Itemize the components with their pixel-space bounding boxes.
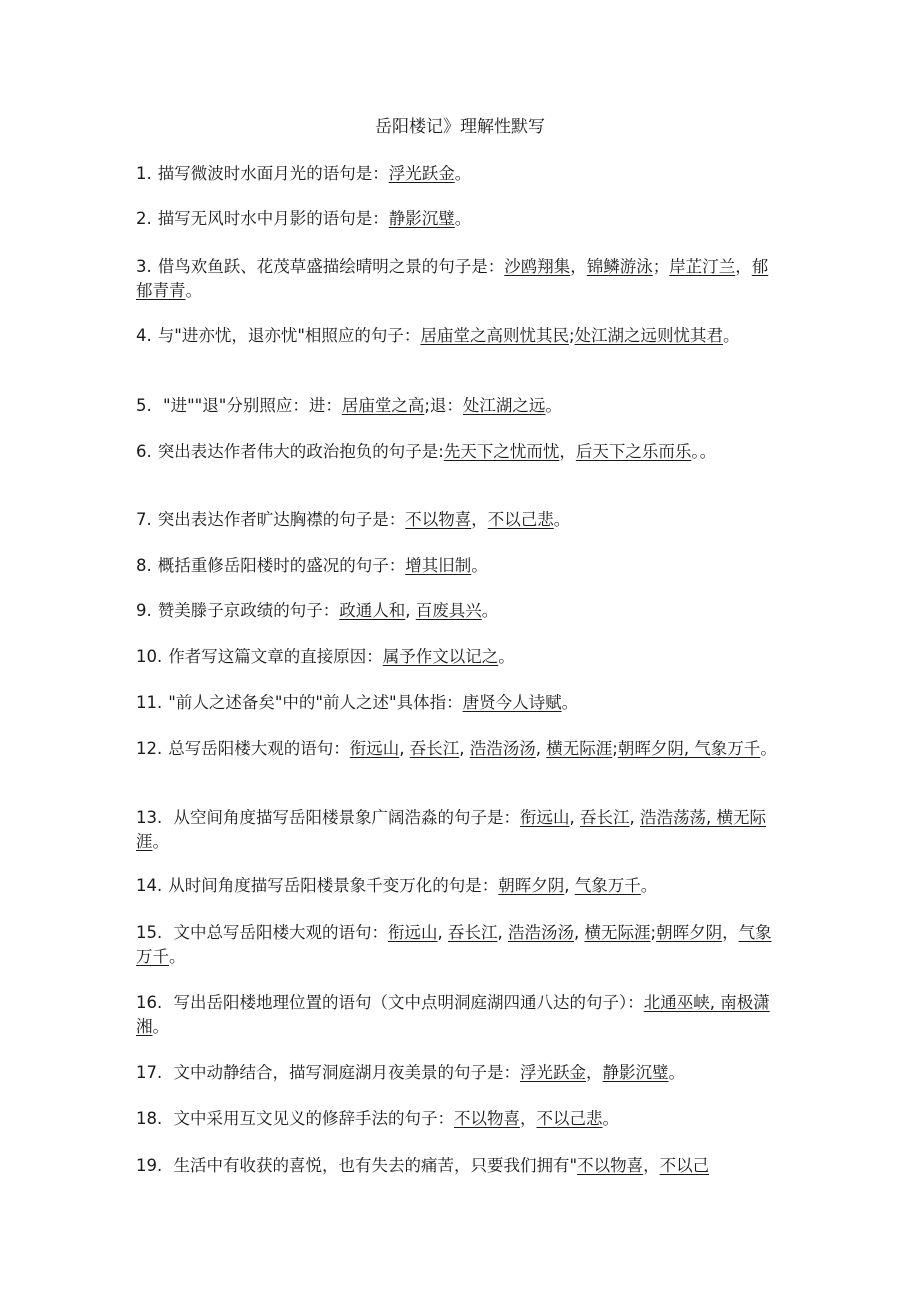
question-number: 18. xyxy=(136,1109,163,1128)
question-text: 从空间角度描写岳阳楼景象广阔浩淼的句子是： xyxy=(168,808,520,827)
answer-text: 不以物喜 xyxy=(405,510,472,529)
question-text: 。 xyxy=(454,164,472,183)
question-text: , xyxy=(405,601,416,620)
question-text: ； xyxy=(652,257,670,276)
answer-text: 朝晖夕阴 xyxy=(656,923,723,942)
question-text: 。 xyxy=(471,556,488,575)
question-number: 6. xyxy=(136,442,152,461)
question-text: , xyxy=(459,739,470,758)
question-text: , xyxy=(399,739,410,758)
answer-text: 锦鳞游泳 xyxy=(586,257,653,276)
answer-text: 不以己悲 xyxy=(487,510,554,529)
question-text: ， xyxy=(520,1109,537,1128)
question-number: 14. xyxy=(136,876,163,895)
question-text: 。 xyxy=(169,947,186,966)
question-item xyxy=(136,691,784,715)
question-number: 12. xyxy=(136,739,163,758)
question-text: 突出表达作者旷达胸襟的句子是： xyxy=(157,510,406,529)
answer-text: 横无际涯 xyxy=(546,739,613,758)
question-number: 5. xyxy=(136,396,152,415)
question-text: , xyxy=(574,923,585,942)
question-item xyxy=(136,991,784,1039)
answer-text: 不以己悲 xyxy=(536,1109,603,1128)
answer-text: 北通巫峡, 南极潇湘 xyxy=(136,993,770,1036)
answer-text: 气象万千 xyxy=(136,923,772,966)
answer-text: 增其旧制 xyxy=(405,556,472,575)
answer-text: 属予作文以记之 xyxy=(382,647,499,666)
question-text: ， xyxy=(722,923,739,942)
answer-text: 浩浩荡荡, 横无际涯 xyxy=(136,808,766,851)
question-number: 4. xyxy=(136,326,152,345)
question-text: 。。 xyxy=(691,442,717,461)
answer-text: 后天下之乐而乐 xyxy=(575,442,692,461)
answer-text: 处江湖之远则忧其君 xyxy=(574,326,723,345)
question-item xyxy=(136,207,784,231)
question-text: 描写微波时水面月光的语句是： xyxy=(157,164,389,183)
answer-text: 居庙堂之高则忧其民 xyxy=(420,326,569,345)
answer-text: 静影沉璧 xyxy=(602,1063,669,1082)
question-item xyxy=(136,162,784,186)
question-text: 。 xyxy=(640,876,658,895)
question-text: ， xyxy=(643,1156,660,1175)
answer-text: 吞长江 xyxy=(580,808,630,827)
answer-text: 浩浩汤汤 xyxy=(469,739,536,758)
question-item xyxy=(136,645,784,669)
answer-text: 浮光跃金 xyxy=(388,164,455,183)
answer-text: 居庙堂之高 xyxy=(341,396,425,415)
answer-text: 朝晖夕阴, 气象万千 xyxy=(617,739,761,758)
question-text: 。 xyxy=(561,693,579,712)
document-title: 岳阳楼记》理解性默写 xyxy=(375,117,545,137)
answer-text: 不以物喜 xyxy=(577,1156,644,1175)
question-number: 13. xyxy=(136,808,163,827)
question-text: ， xyxy=(570,257,587,276)
question-text: 。 xyxy=(498,647,515,666)
question-item xyxy=(136,1061,784,1085)
answer-text: 岸芷汀兰 xyxy=(669,257,736,276)
question-text: , xyxy=(535,739,547,758)
question-text: 借鸟欢鱼跃、花茂草盛描绘晴明之景的句子是： xyxy=(157,257,505,276)
question-number: 2. xyxy=(136,209,152,228)
question-number: 10. xyxy=(136,647,163,666)
question-text: 。 xyxy=(152,832,169,851)
question-text: 。 xyxy=(602,1109,619,1128)
question-number: 8. xyxy=(136,556,152,575)
question-text: ;退： xyxy=(424,396,463,415)
question-text: 。 xyxy=(185,281,202,300)
question-number: 7. xyxy=(136,510,152,529)
answer-text: 先天下之忧而忧 xyxy=(443,442,560,461)
question-text: 总写岳阳楼大观的语句： xyxy=(168,739,350,758)
question-text: , xyxy=(497,923,508,942)
answer-text: 沙鸥翔集 xyxy=(504,257,571,276)
question-item xyxy=(136,394,784,418)
question-item xyxy=(136,1154,784,1178)
question-number: 19. xyxy=(136,1156,163,1175)
question-number: 9. xyxy=(136,601,152,620)
answer-text: 不以己 xyxy=(659,1156,710,1175)
question-text: 描写无风时水中月影的语句是： xyxy=(157,209,389,228)
question-text: ， xyxy=(471,510,488,529)
question-text: 。 xyxy=(723,326,740,345)
answer-text: 衔远山 xyxy=(388,923,438,942)
question-text: 与"进亦忧，退亦忧"相照应的句子： xyxy=(157,326,421,345)
question-text: 写出岳阳楼地理位置的语句（文中点明洞庭湖四通八达的句子）： xyxy=(168,993,644,1012)
question-text: 突出表达作者伟大的政治抱负的句子是: xyxy=(157,442,444,461)
question-text: "前人之述备矣"中的"前人之述"具体指： xyxy=(168,693,463,712)
question-text: , xyxy=(437,923,448,942)
question-item xyxy=(136,874,784,898)
question-text: , xyxy=(629,808,640,827)
question-text: "进""退"分别照应：进： xyxy=(157,396,342,415)
question-text: 文中采用互文见义的修辞手法的句子： xyxy=(168,1109,454,1128)
question-item xyxy=(136,440,784,464)
question-number: 11. xyxy=(136,693,163,712)
question-text: ; xyxy=(612,739,618,758)
question-text: , xyxy=(569,808,580,827)
answer-text: 处江湖之远 xyxy=(462,396,546,415)
question-text: 概括重修岳阳楼时的盛况的句子： xyxy=(157,556,406,575)
question-text: ， xyxy=(735,257,752,276)
answer-text: 衔远山 xyxy=(520,808,570,827)
question-text: 。 xyxy=(553,510,571,529)
question-item xyxy=(136,324,784,348)
question-item xyxy=(136,599,784,623)
question-text: 。 xyxy=(454,209,472,228)
question-item xyxy=(136,1107,784,1131)
question-text: 。 xyxy=(760,739,777,758)
question-item xyxy=(136,921,784,969)
question-text: 文中动静结合，描写洞庭湖月夜美景的句子是： xyxy=(168,1063,520,1082)
question-text: 。 xyxy=(481,601,499,620)
question-text: 。 xyxy=(668,1063,685,1082)
question-number: 15. xyxy=(136,923,163,942)
answer-text: 吞长江 xyxy=(409,739,460,758)
answer-text: 不以物喜 xyxy=(454,1109,520,1128)
question-number: 17. xyxy=(136,1063,163,1082)
answer-text: 朝晖夕阴 xyxy=(498,876,565,895)
question-item xyxy=(136,508,784,532)
question-text: ， xyxy=(586,1063,603,1082)
answer-text: 气象万千 xyxy=(574,876,641,895)
answer-text: 吞长江 xyxy=(448,923,498,942)
question-text: ， xyxy=(559,442,576,461)
answer-text: 浮光跃金 xyxy=(520,1063,586,1082)
answer-text: 郁郁青青 xyxy=(136,257,769,300)
question-number: 3. xyxy=(136,257,152,276)
question-text: ; xyxy=(650,923,657,942)
question-text: , xyxy=(564,876,575,895)
question-text: 文中总写岳阳楼大观的语句： xyxy=(168,923,388,942)
question-text: 。 xyxy=(545,396,562,415)
answer-text: 政通人和 xyxy=(339,601,406,620)
question-text: 作者写这篇文章的直接原因： xyxy=(168,647,383,666)
answer-text: 衔远山 xyxy=(349,739,400,758)
answer-text: 静影沉璧 xyxy=(388,209,455,228)
question-item xyxy=(136,737,784,761)
question-text: 赞美滕子京政绩的句子： xyxy=(157,601,340,620)
question-item xyxy=(136,255,784,303)
question-text: 从时间角度描写岳阳楼景象千变万化的句是： xyxy=(168,876,499,895)
question-number: 16. xyxy=(136,993,163,1012)
question-number: 1. xyxy=(136,164,152,183)
question-text: 生活中有收获的喜悦，也有失去的痛苦，只要我们拥有" xyxy=(168,1156,578,1175)
question-item xyxy=(136,554,784,578)
answer-text: 百废具兴 xyxy=(415,601,482,620)
answer-text: 唐贤今人诗赋 xyxy=(462,693,562,712)
question-text: ; xyxy=(568,326,575,345)
answer-text: 浩浩汤汤 xyxy=(508,923,574,942)
answer-text: 横无际涯 xyxy=(584,923,651,942)
question-text: 。 xyxy=(152,1017,169,1036)
question-item xyxy=(136,806,784,854)
